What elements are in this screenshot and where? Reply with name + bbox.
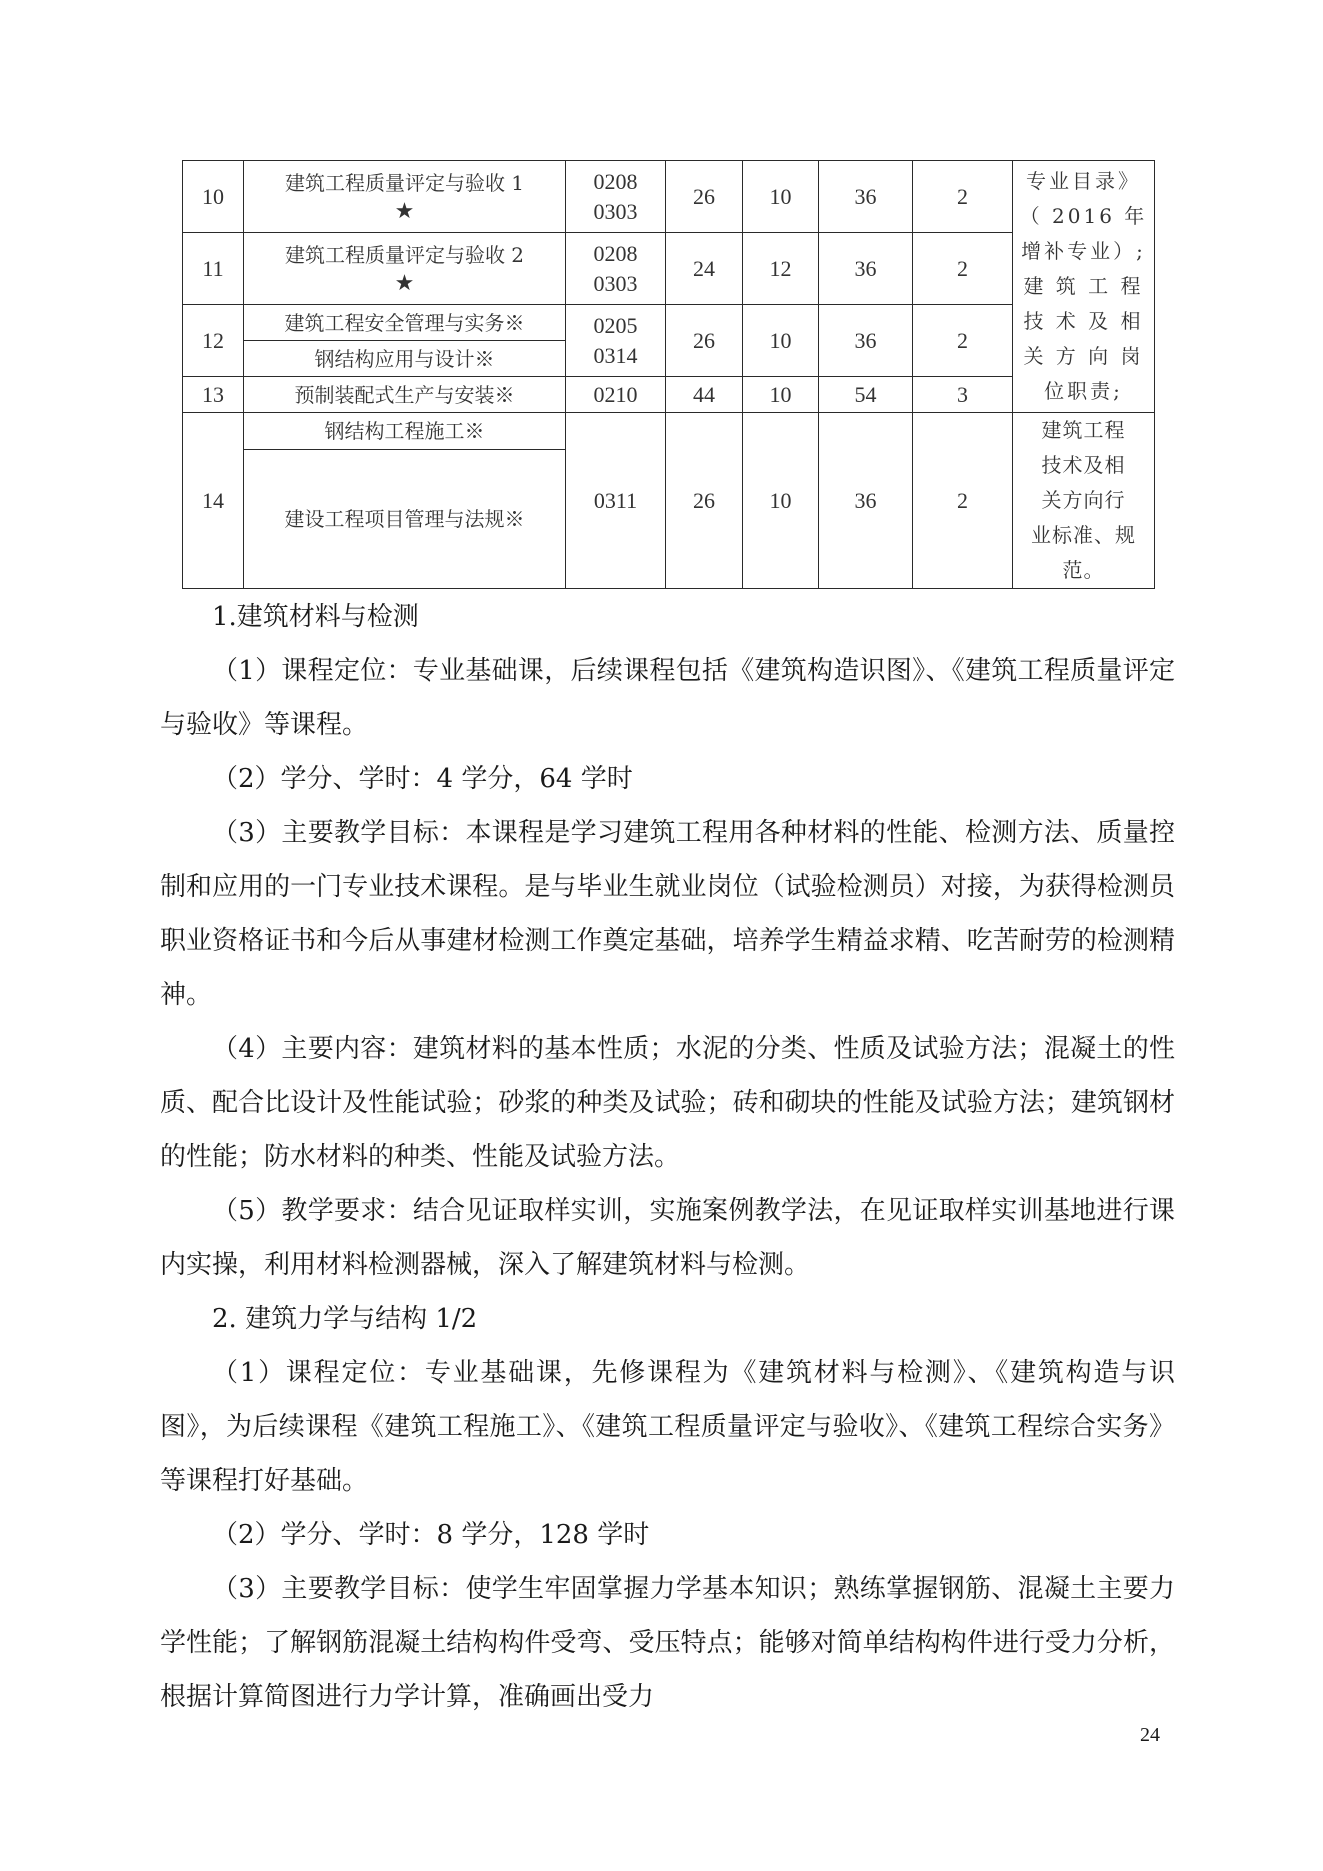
course-name: 钢结构应用与设计※	[244, 341, 566, 377]
row-number: 12	[183, 305, 244, 377]
row-number: 14	[183, 413, 244, 589]
paragraph: （1）课程定位：专业基础课，后续课程包括《建筑构造识图》、《建筑工程质量评定与验收》等课程。	[160, 656, 1175, 740]
theory-hours: 26	[666, 413, 743, 589]
paragraph: （5）教学要求：结合见证取样实训，实施案例教学法，在见证取样实训基地进行课内实操，利用材料检测器械，深入了解建筑材料与检测。	[160, 1196, 1175, 1280]
practice-hours: 12	[743, 233, 819, 305]
course-name: 建筑工程质量评定与验收 2 ★	[244, 233, 566, 305]
course-name: 钢结构工程施工※	[244, 413, 566, 450]
paragraph: （3）主要教学目标：本课程是学习建筑工程用各种材料的性能、检测方法、质量控制和应用的一门专业技术课程。是与毕业生就业岗位（试验检测员）对接，为获得检测员职业资格证书和今后从事建材检测工作奠定基础，培养学生精益求精、吃苦耐劳的检测精神。	[160, 818, 1175, 1010]
practice-hours: 10	[743, 161, 819, 233]
credits: 2	[913, 413, 1013, 589]
section-heading: 2. 建筑力学与结构 1/2	[212, 1304, 478, 1334]
credits: 2	[913, 305, 1013, 377]
table-row	[183, 377, 1155, 413]
paragraph: （2）学分、学时：8 学分，128 学时	[212, 1520, 650, 1550]
course-table	[182, 160, 1155, 589]
table-row	[183, 413, 1155, 450]
theory-hours: 24	[666, 233, 743, 305]
total-hours: 54	[819, 377, 913, 413]
credits: 2	[913, 161, 1013, 233]
theory-hours: 26	[666, 161, 743, 233]
basis-top-cell: 专业目录》 （ 2016 年 增补专业）; 建 筑 工 程 技 术 及 相 关 方 向 岗 位职责;	[1013, 161, 1155, 413]
star-icon: ★	[394, 270, 415, 296]
course-name: 预制装配式生产与安装※	[244, 377, 566, 413]
course-name: 建筑工程质量评定与验收 1 ★	[244, 161, 566, 233]
paragraph: （1）课程定位：专业基础课，先修课程为《建筑材料与检测》、《建筑构造与识图》，为后续课程《建筑工程施工》、《建筑工程质量评定与验收》、《建筑工程综合实务》等课程打好基础。	[160, 1358, 1175, 1496]
credits: 3	[913, 377, 1013, 413]
star-icon: ★	[394, 198, 415, 224]
course-name: 建筑工程安全管理与实务※	[244, 305, 566, 341]
page-number: 24	[1140, 1724, 1160, 1746]
paragraph: （4）主要内容：建筑材料的基本性质；水泥的分类、性质及试验方法；混凝土的性质、配合比设计及性能试验；砂浆的种类及试验；砖和砌块的性能及试验方法；建筑钢材的性能；防水材料的种类、性能及试验方法。	[160, 1034, 1175, 1172]
paragraph: （3）主要教学目标：使学生牢固掌握力学基本知识；熟练掌握钢筋、混凝土主要力学性能；了解钢筋混凝土结构构件受弯、受压特点；能够对简单结构构件进行受力分析，根据计算简图进行力学计算，准确画出受力	[160, 1574, 1175, 1712]
total-hours: 36	[819, 305, 913, 377]
course-code: 0208 0303	[566, 161, 666, 233]
paragraph: （2）学分、学时：4 学分，64 学时	[212, 764, 633, 794]
table-row	[183, 161, 1155, 233]
row-number: 11	[183, 233, 244, 305]
course-code: 0208 0303	[566, 233, 666, 305]
table-row	[183, 305, 1155, 341]
credits: 2	[913, 233, 1013, 305]
theory-hours: 44	[666, 377, 743, 413]
table-row	[183, 233, 1155, 305]
practice-hours: 10	[743, 305, 819, 377]
basis-bottom-cell: 建筑工程 技术及相 关方向行 业标准、规 范。	[1013, 413, 1155, 589]
total-hours: 36	[819, 413, 913, 589]
course-name: 建设工程项目管理与法规※	[244, 449, 566, 588]
practice-hours: 10	[743, 377, 819, 413]
row-number: 13	[183, 377, 244, 413]
section-heading: 1.建筑材料与检测	[212, 602, 419, 632]
row-number: 10	[183, 161, 244, 233]
total-hours: 36	[819, 233, 913, 305]
course-code: 0205 0314	[566, 305, 666, 377]
body-text	[160, 590, 1175, 1724]
practice-hours: 10	[743, 413, 819, 589]
course-code: 0311	[566, 413, 666, 589]
theory-hours: 26	[666, 305, 743, 377]
total-hours: 36	[819, 161, 913, 233]
course-code: 0210	[566, 377, 666, 413]
